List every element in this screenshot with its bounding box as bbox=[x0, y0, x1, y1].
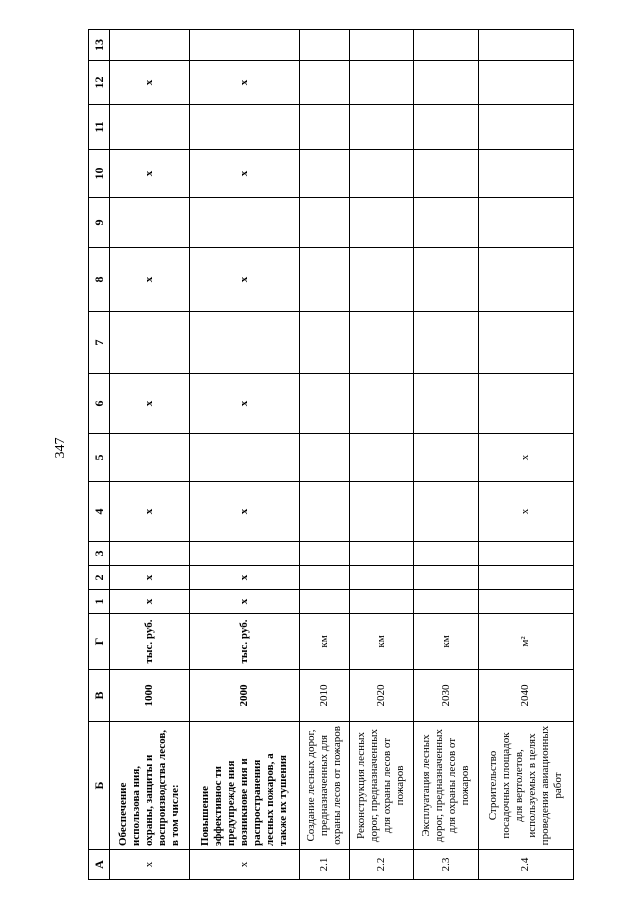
header-cell: 12 bbox=[89, 61, 110, 105]
value-cell bbox=[478, 312, 573, 374]
value-cell bbox=[478, 542, 573, 566]
row-code-cell: 2.3 bbox=[414, 850, 479, 880]
header-cell: 3 bbox=[89, 542, 110, 566]
value-cell bbox=[414, 150, 479, 198]
value-cell: х bbox=[110, 566, 190, 590]
row-code-cell: 2.4 bbox=[478, 850, 573, 880]
header-cell: 7 bbox=[89, 312, 110, 374]
value-cell: х bbox=[110, 482, 190, 542]
header-cell: 5 bbox=[89, 434, 110, 482]
header-cell: 6 bbox=[89, 374, 110, 434]
value-cell bbox=[414, 248, 479, 312]
header-cell: 11 bbox=[89, 105, 110, 150]
row-unit-cell: км bbox=[414, 614, 479, 670]
row-code-cell: х bbox=[110, 850, 190, 880]
value-cell: х bbox=[110, 590, 190, 614]
value-cell bbox=[110, 105, 190, 150]
row-number-cell: 2030 bbox=[414, 670, 479, 722]
value-cell bbox=[300, 248, 349, 312]
value-cell bbox=[414, 434, 479, 482]
value-cell bbox=[189, 434, 299, 482]
value-cell bbox=[300, 105, 349, 150]
value-cell bbox=[300, 542, 349, 566]
value-cell bbox=[349, 198, 414, 248]
header-cell: В bbox=[89, 670, 110, 722]
value-cell bbox=[300, 150, 349, 198]
value-cell: х bbox=[189, 590, 299, 614]
value-cell bbox=[189, 30, 299, 61]
value-cell bbox=[300, 198, 349, 248]
header-cell: 9 bbox=[89, 198, 110, 248]
header-row bbox=[89, 30, 110, 880]
value-cell bbox=[300, 30, 349, 61]
value-cell bbox=[414, 566, 479, 590]
value-cell bbox=[478, 61, 573, 105]
value-cell bbox=[300, 566, 349, 590]
value-cell: х bbox=[189, 248, 299, 312]
header-cell: 4 bbox=[89, 482, 110, 542]
forest-protection-table bbox=[88, 29, 574, 880]
table-row bbox=[189, 30, 299, 880]
header-cell: 13 bbox=[89, 30, 110, 61]
value-cell bbox=[349, 374, 414, 434]
row-number-cell: 2000 bbox=[189, 670, 299, 722]
value-cell bbox=[478, 374, 573, 434]
value-cell bbox=[189, 542, 299, 566]
row-code-cell: 2.2 bbox=[349, 850, 414, 880]
value-cell bbox=[110, 434, 190, 482]
row-number-cell: 2020 bbox=[349, 670, 414, 722]
row-name-cell: Реконструкция лесных дорог, предназначенных для охраны лесов от пожаров bbox=[349, 722, 414, 850]
row-name-cell: Эксплуатация лесных дорог, предназначенных для охраны лесов от пожаров bbox=[414, 722, 479, 850]
value-cell: х bbox=[189, 150, 299, 198]
value-cell bbox=[300, 482, 349, 542]
table-row bbox=[300, 30, 349, 880]
value-cell: х bbox=[110, 150, 190, 198]
value-cell bbox=[349, 150, 414, 198]
value-cell bbox=[110, 198, 190, 248]
row-number-cell: 1000 bbox=[110, 670, 190, 722]
value-cell bbox=[349, 566, 414, 590]
value-cell bbox=[414, 61, 479, 105]
value-cell bbox=[414, 482, 479, 542]
row-unit-cell: км bbox=[349, 614, 414, 670]
value-cell bbox=[478, 590, 573, 614]
value-cell: х bbox=[110, 248, 190, 312]
row-code-cell: х bbox=[189, 850, 299, 880]
value-cell bbox=[414, 198, 479, 248]
row-unit-cell: тыс. руб. bbox=[110, 614, 190, 670]
value-cell bbox=[349, 312, 414, 374]
table-row bbox=[110, 30, 190, 880]
value-cell: х bbox=[189, 374, 299, 434]
value-cell bbox=[300, 374, 349, 434]
header-cell: 10 bbox=[89, 150, 110, 198]
value-cell bbox=[349, 590, 414, 614]
value-cell bbox=[189, 198, 299, 248]
value-cell bbox=[110, 542, 190, 566]
page-number: 347 bbox=[53, 437, 68, 459]
value-cell bbox=[414, 374, 479, 434]
row-number-cell: 2040 bbox=[478, 670, 573, 722]
value-cell bbox=[349, 482, 414, 542]
table-body bbox=[110, 30, 574, 880]
row-name-cell: Повышение эффективнос ти предупрежде ния возникнове ния и распространения лесных пожаров, а также их тушения bbox=[189, 722, 299, 850]
value-cell: х bbox=[189, 482, 299, 542]
value-cell bbox=[414, 590, 479, 614]
value-cell: х bbox=[189, 566, 299, 590]
value-cell: х bbox=[478, 434, 573, 482]
value-cell bbox=[189, 312, 299, 374]
row-code-cell: 2.1 bbox=[300, 850, 349, 880]
header-cell: Г bbox=[89, 614, 110, 670]
table-row bbox=[478, 30, 573, 880]
value-cell bbox=[349, 542, 414, 566]
value-cell bbox=[349, 61, 414, 105]
value-cell bbox=[478, 150, 573, 198]
value-cell bbox=[478, 30, 573, 61]
header-cell: 8 bbox=[89, 248, 110, 312]
table-row bbox=[349, 30, 414, 880]
rotated-table-container bbox=[88, 30, 574, 880]
value-cell: х bbox=[110, 61, 190, 105]
value-cell bbox=[110, 312, 190, 374]
value-cell bbox=[349, 30, 414, 61]
value-cell bbox=[300, 590, 349, 614]
value-cell bbox=[300, 61, 349, 105]
row-name-cell: Создание лесных дорог, предназначенных для охраны лесов от пожаров bbox=[300, 722, 349, 850]
value-cell: х bbox=[189, 61, 299, 105]
value-cell bbox=[300, 312, 349, 374]
value-cell bbox=[478, 198, 573, 248]
value-cell bbox=[478, 105, 573, 150]
row-number-cell: 2010 bbox=[300, 670, 349, 722]
value-cell bbox=[414, 542, 479, 566]
table-row bbox=[414, 30, 479, 880]
row-name-cell: Строительство посадочных площадок для вертолетов, используемых в целях проведения авиационных работ bbox=[478, 722, 573, 850]
header-cell: А bbox=[89, 850, 110, 880]
value-cell: х bbox=[110, 374, 190, 434]
value-cell bbox=[110, 30, 190, 61]
value-cell bbox=[414, 30, 479, 61]
value-cell bbox=[349, 105, 414, 150]
row-unit-cell: м² bbox=[478, 614, 573, 670]
value-cell bbox=[189, 105, 299, 150]
value-cell: х bbox=[478, 482, 573, 542]
row-unit-cell: км bbox=[300, 614, 349, 670]
value-cell bbox=[414, 105, 479, 150]
header-cell: 2 bbox=[89, 566, 110, 590]
value-cell bbox=[478, 248, 573, 312]
value-cell bbox=[349, 434, 414, 482]
row-name-cell: Обеспечение использова ния, охраны, защиты и воспроизводства лесов, в том числе: bbox=[110, 722, 190, 850]
value-cell bbox=[300, 434, 349, 482]
row-unit-cell: тыс. руб. bbox=[189, 614, 299, 670]
value-cell bbox=[349, 248, 414, 312]
header-cell: Б bbox=[89, 722, 110, 850]
header-cell: 1 bbox=[89, 590, 110, 614]
value-cell bbox=[414, 312, 479, 374]
value-cell bbox=[478, 566, 573, 590]
